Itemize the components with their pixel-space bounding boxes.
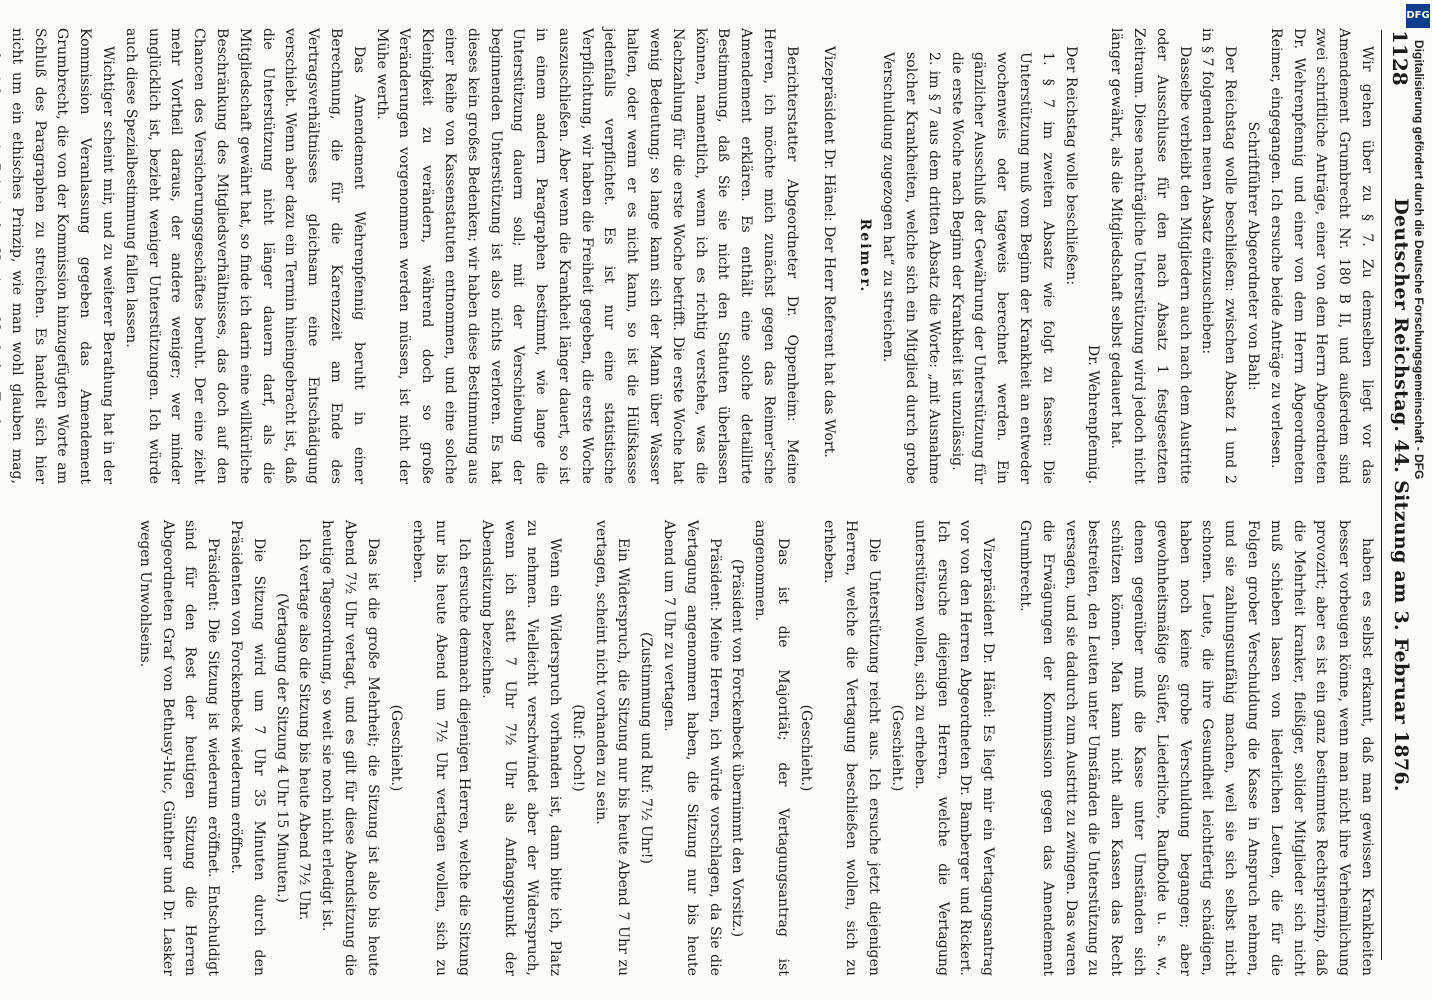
- left-column: [8, 28, 1378, 484]
- paragraph: Wichtiger scheint mir, und zu weiterer Berathung hat in der Kommission Veranlassung gegeben das Amendement Grumbrecht, die von der Kommission hinzugefügten Worte am Schluß des Paragraphen zu streichen. Es handelt sich hier nicht um ein ethisches Prinzip, wie man wohl glauben mag,: [8, 28, 116, 484]
- stage-direction: (Vertagung der Sitzung 4 Uhr 15 Minuten.): [273, 593, 290, 903]
- right-column: [43, 520, 1378, 976]
- dfg-strip: [1405, 0, 1432, 1000]
- stage-direction: (Präsident von Forckenbeck übernimmt den Vorsitz.): [729, 558, 746, 938]
- stage-direction: (Geschieht.): [387, 704, 404, 792]
- paragraph: Wir gehen über zu § 7. Zu demselben liegt vor das Amendement Grumbrecht Nr. 180 B II, und außerdem sind zwei schriftliche Anträge, einer von dem Herrn Abgeordneten Dr. Wehrenpfennig und einer von dem Herrn Abgeordneten Reimer, eingegangen. Ich ersuche beide Anträge zu verlesen.: [1267, 28, 1375, 484]
- paragraph: Ein Widerspruch, die Sitzung nur bis heute Abend 7 Uhr zu vertagen, scheint nicht vorhanden zu sein.: [592, 520, 632, 976]
- paragraph: Ich vertage also die Sitzung bis heute Abend 7½ Uhr.: [296, 538, 313, 921]
- paragraph: Der Reichstag wolle beschließen: zwischen Absatz 1 und 2 in § 7 folgenden neuen Absatz einzuschieben:: [1199, 28, 1239, 484]
- signature: Reimer.: [857, 218, 874, 294]
- paragraph: Der Reichstag wolle beschließen:: [1062, 46, 1079, 285]
- paragraph: Berichterstatter Abgeordneter Dr. Oppenheim: Meine Herren, ich möchte mich zunächst gegen das Reimer'sche Amendement erklären. Es enthält eine solche detaillirte Bestimmung, daß Sie sie nicht den Statuten überlassen können, namentlich, wenn ich es richtig verstehe, was die Nachzahlung für die erste Woche betrifft. Die erste Woche hat wenig Bedeutung; so lange kann sich der Mann über Wasser halten, oder wenn er es nicht kann, so ist die Hülfskasse jedenfalls verpflichtet. Es ist nur eine statistische Verpflichtung, wir haben die Freiheit gegeben, die erste Woche auszuschließen. Aber wenn die Krankheit länger dauert, so ist in einem andern Paragraphen bestimmt, wie lange die Unterstützung dauern soll; mit der Verschiebung der beginnenden Unterstützung ist also nichts verloren. Es hat dieses kein großes Bedenken; wir haben diese Bestimmung aus einer Reihe von Kassenstatuten entnommen, und eine solche Kleinigkeit zu verändern, während doch so große Veränderungen vorgenommen werden müssen, ist nicht der Mühe werth.: [373, 28, 800, 484]
- stage-direction: (Geschieht.): [889, 704, 906, 792]
- paragraph: Präsident: Meine Herren, ich würde vorschlagen, da Sie die Vertagung angenommen haben, die Sitzung nur bis heute Abend um 7 Uhr zu vertagen.: [661, 520, 723, 976]
- paragraph: Die Sitzung wird um 7 Uhr 35 Minuten durch den Präsidenten von Forckenbeck wiederum eröffnet.: [227, 520, 267, 976]
- paragraph: Vizepräsident Dr. Hänel: Der Herr Referent hat das Wort.: [820, 46, 837, 458]
- page-title: Deutscher Reichstag. 44. Sitzung am 3. Februar 1876.: [1390, 198, 1412, 792]
- amendment-text: Dasselbe verbleibt den Mitgliedern auch nach dem Austritte oder Ausschlusse für den nach Absatz 1 festgesetzten Zeitraum. Diese nachträgliche Unterstützung wird jedoch nicht länger gewährt, als die Mitgliedschaft selbst gedauert hat.: [1108, 28, 1193, 484]
- stage-direction: (Zustimmung und Ruf: 7½ Uhr!): [638, 632, 655, 864]
- dfg-logo: DFG: [1406, 4, 1430, 28]
- signature: Dr. Wehrenpfennig.: [1085, 344, 1102, 484]
- paragraph: haben es selbst erkannt, daß man gewissen Krankheiten besser vorbeugen könne, wenn man nicht ihre Verheimlichung provozirt; aber es ist ein ganz bestimmtes Rechtsprinzip, daß die Mehrheit kranker, fleißiger, solider Mitglieder sich nicht muß schieben lassen von liederlichen Leuten, die für die Folgen grober Verschuldung die Kasse in Anspruch nehmen, und sie zahlungsunfähig machen, weil sie sich selbst nicht schonen. Leute, die ihre Gesundheit leichtfertig schädigen, haben noch keine grobe Verschuldung begangen; aber gewohnheitsmäßige Säufer, Liederliche, Raufbolde u. s. w., denen gegenüber muß die Kasse unter Umständen sich schützen können. Man kann nicht allen Kassen das Recht bestreiten, den Leuten unter Umständen die Unterstützung zu versagen, und sie dadurch zum Austritt zu zwingen. Das waren die Erwägungen der Kommission gegen das Amendement Grumbrecht.: [1017, 520, 1375, 976]
- paragraph: Präsident: Die Sitzung ist wiederum eröffnet. Entschuldigt sind für den Rest der heutigen Sitzung die Herren Abgeordneten Graf von Bethusy-Huc, Günther und Dr. Lasker wegen Unwohlseins.: [136, 520, 222, 976]
- paragraph: Das ist die Majorität; der Vertagungsantrag ist angenommen.: [752, 520, 792, 976]
- page-number: 1128: [1388, 30, 1412, 86]
- dfg-funding-note: Digitalisierung gefördert durch die Deutsche Forschungsgemeinschaft - DFG: [1412, 40, 1426, 480]
- paragraph: Wenn ein Widerspruch vorhanden ist, dann bitte ich, Platz zu nehmen. Vielleicht verschwindet aber der Widerspruch, wenn ich statt 7 Uhr 7½ Uhr als Anfangspunkt der Abendsitzung bezeichne.: [478, 520, 564, 976]
- stage-direction: (Ruf: Doch!): [569, 704, 586, 792]
- paragraph: Ich ersuche demnach diejenigen Herren, welche die Sitzung nur bis heute Abend um 7½ Uhr vertagen wollen, sich zu erheben.: [410, 520, 472, 976]
- amendment-item: 2. im § 7 aus dem dritten Absatz die Worte: „mit Ausnahme solcher Krankheiten, welche sich ein Mitglied durch grobe Verschuldung zugezogen hat“ zu streichen.: [880, 52, 942, 484]
- paragraph: Das ist die große Mehrheit; die Sitzung ist also bis heute Abend 7½ Uhr vertagt, und es gilt für diese Abendsitzung die heutige Tagesordnung, so weit sie noch nicht erledigt ist.: [319, 520, 381, 976]
- paragraph: Das Amendement Wehrenpfennig beruht in einer Berechnung, die für die Karenzzeit am Ende des Vertragsverhältnisses gleichsam eine Entschädigung verschiebt. Wenn aber dazu ein Termin hineingebracht ist, daß die Unterstützung nicht länger dauern darf, als die Mitgliedschaft gewährt hat, so finde ich darin eine willkürliche Beschränkung des Mitgliedsverhältnisses, das doch auf den Chancen des Versicherungsgeschäftes beruht. Der eine zieht mehr Vortheil daraus, der andere weniger; wer minder unglücklich ist, bezieht weniger Unterstützungen. Ich würde auch diese Spezialbestimmung fallen lassen.: [122, 28, 367, 484]
- amendment-item: 1. § 7 im zweiten Absatz wie folgt zu fassen: Die Unterstützung muß vom Beginn der Krankheit an entweder wochenweis oder tageweis berechnet werden. Ein gänzlicher Ausschluß der Gewährung der Unterstützung für die erste Woche nach Beginn der Krankheit ist unzulässig.: [948, 52, 1056, 484]
- paragraph: Vizepräsident Dr. Hänel: Es liegt mir ein Vertagungsantrag vor von den Herren Abgeordneten Dr. Bamberger und Rickert. Ich ersuche diejenigen Herren, welche die Vertagung unterstützen wollen, sich zu erheben.: [911, 520, 997, 976]
- speaker-line: Schriftführer Abgeordneter von Bahl:: [1245, 121, 1262, 391]
- paragraph: Die Unterstützung reicht aus. Ich ersuche jetzt diejenigen Herren, welche die Vertagung beschließen wollen, sich zu erheben.: [820, 520, 883, 976]
- stage-direction: (Geschieht.): [797, 704, 814, 792]
